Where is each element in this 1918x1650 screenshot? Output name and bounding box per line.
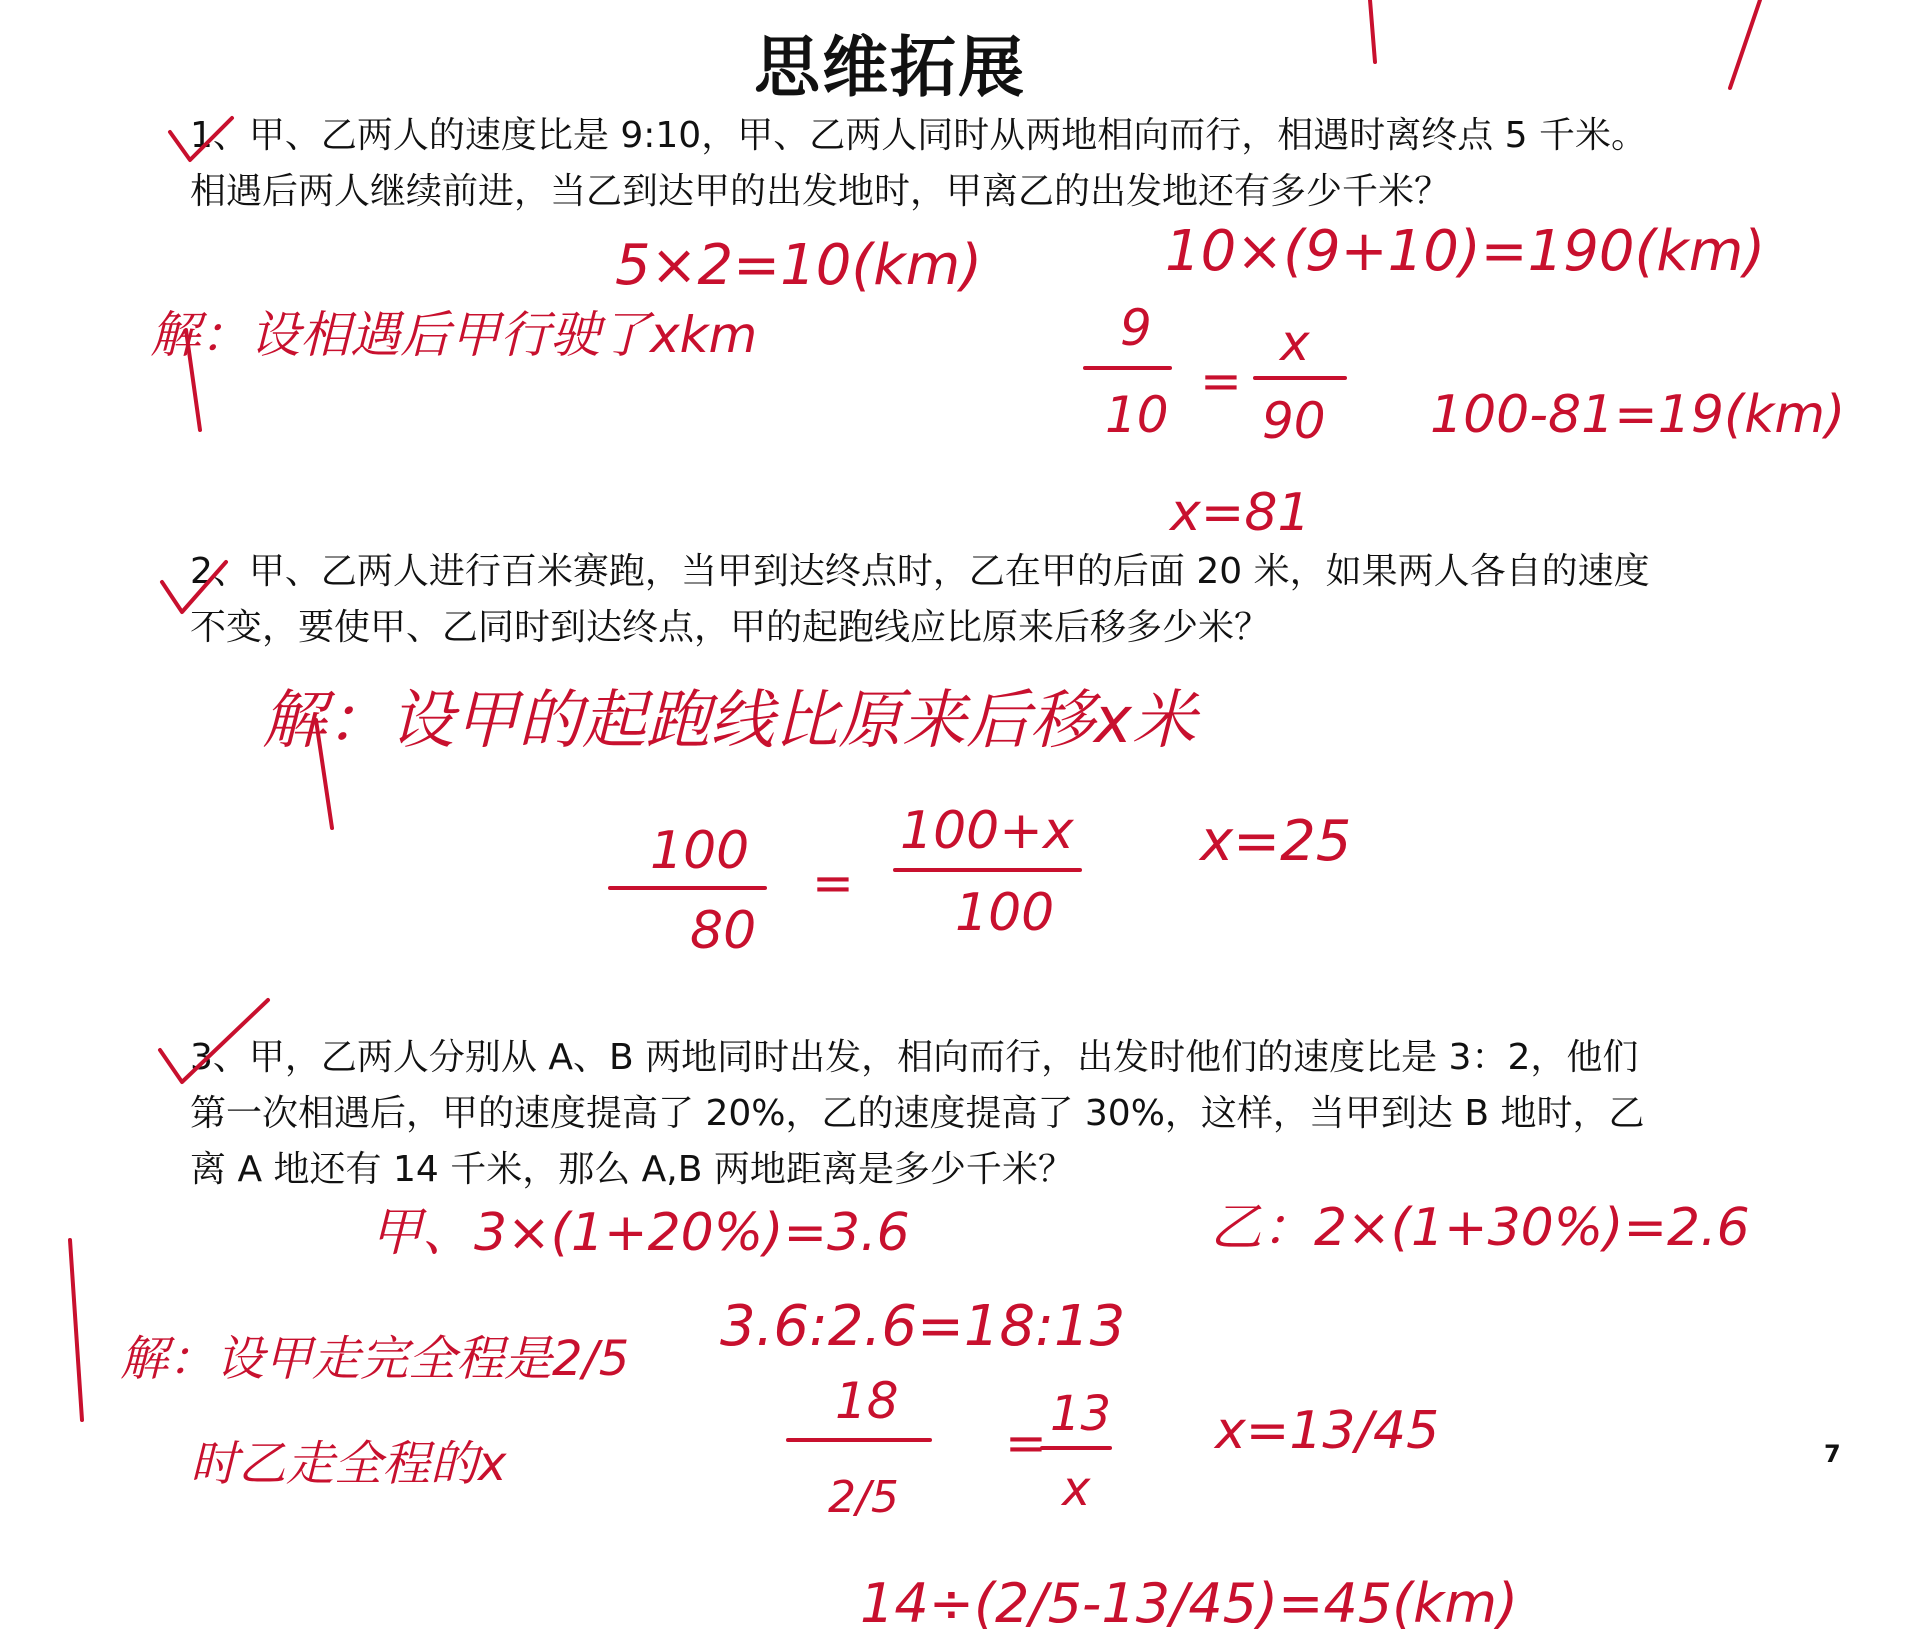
fraction-numerator: 9	[1120, 299, 1152, 357]
fraction-numerator: x	[1280, 314, 1310, 372]
fraction-denominator: 100	[955, 883, 1055, 943]
handwritten-step: 14÷(2/5-13/45)=45(km)	[860, 1572, 1519, 1635]
fraction-numerator: 13	[1050, 1386, 1112, 1442]
fraction-numerator: 100	[650, 821, 750, 881]
fraction-denominator: 2/5	[828, 1472, 899, 1523]
problem-text: 甲、乙两人进行百米赛跑，当甲到达终点时，乙在甲的后面 20 米，如果两人各自的速度不变，要使甲、乙同时到达终点，甲的起跑线应比原来后移多少米？	[190, 551, 1650, 648]
handwritten-step: 5×2=10(km)	[615, 233, 983, 298]
fraction-denominator: 80	[690, 901, 757, 961]
problem-number: 2、	[190, 551, 249, 592]
problem-number: 1、	[190, 115, 249, 156]
handwritten-setup: 解：设相遇后甲行驶了xkm	[150, 306, 758, 364]
page-number: 7	[1824, 1440, 1841, 1468]
handwritten-step: 甲、3×(1+20%)=3.6	[370, 1203, 910, 1263]
fraction-denominator: x	[1062, 1461, 1091, 1517]
fraction-denominator: 90	[1262, 392, 1326, 450]
solution-mark	[70, 1240, 82, 1420]
fraction-denominator: 10	[1105, 386, 1169, 444]
handwritten-answer: x=25	[1200, 809, 1352, 874]
handwritten-answer: x=81	[1170, 483, 1311, 543]
handwritten-step: 3.6:2.6=18:13	[720, 1294, 1126, 1359]
equals-sign: =	[1200, 352, 1242, 410]
problem-text: 甲、乙两人的速度比是 9:10，甲、乙两人同时从两地相向而行，相遇时离终点 5 千米。相遇后两人继续前进，当乙到达甲的出发地时，甲离乙的出发地还有多少千米？	[190, 115, 1647, 212]
equals-sign: =	[1005, 1414, 1047, 1472]
solution-mark	[316, 720, 332, 828]
problem-3	[190, 1030, 1650, 1198]
equals-sign: =	[812, 854, 854, 912]
problem-1	[190, 108, 1650, 220]
problem-number: 3、	[190, 1037, 249, 1078]
problem-2	[190, 544, 1650, 656]
fraction-numerator: 18	[835, 1372, 899, 1430]
handwritten-step: 10×(9+10)=190(km)	[1165, 219, 1766, 284]
handwritten-setup: 解：设甲的起跑线比原来后移x米	[262, 684, 1196, 758]
handwritten-step: 乙：2×(1+30%)=2.6	[1210, 1198, 1750, 1258]
handwritten-setup: 时乙走全程的x	[190, 1436, 507, 1492]
problem-text: 甲，乙两人分别从 A、B 两地同时出发，相向而行，出发时他们的速度比是 3：2，他们第一次相遇后，甲的速度提高了 20%，乙的速度提高了 30%，这样，当甲到达 B 地时，乙离 A 地还有 14 千米，那么 A,B 两地距离是多少千米？	[190, 1037, 1645, 1190]
handwritten-step: 100-81=19(km)	[1430, 385, 1846, 445]
solution-mark	[186, 330, 200, 430]
fraction-numerator: 100+x	[900, 801, 1074, 861]
page-title: 思维拓展	[754, 29, 1026, 106]
handwritten-answer: x=13/45	[1215, 1401, 1440, 1461]
handwritten-setup: 解：设甲走完全程是2/5	[120, 1331, 630, 1387]
